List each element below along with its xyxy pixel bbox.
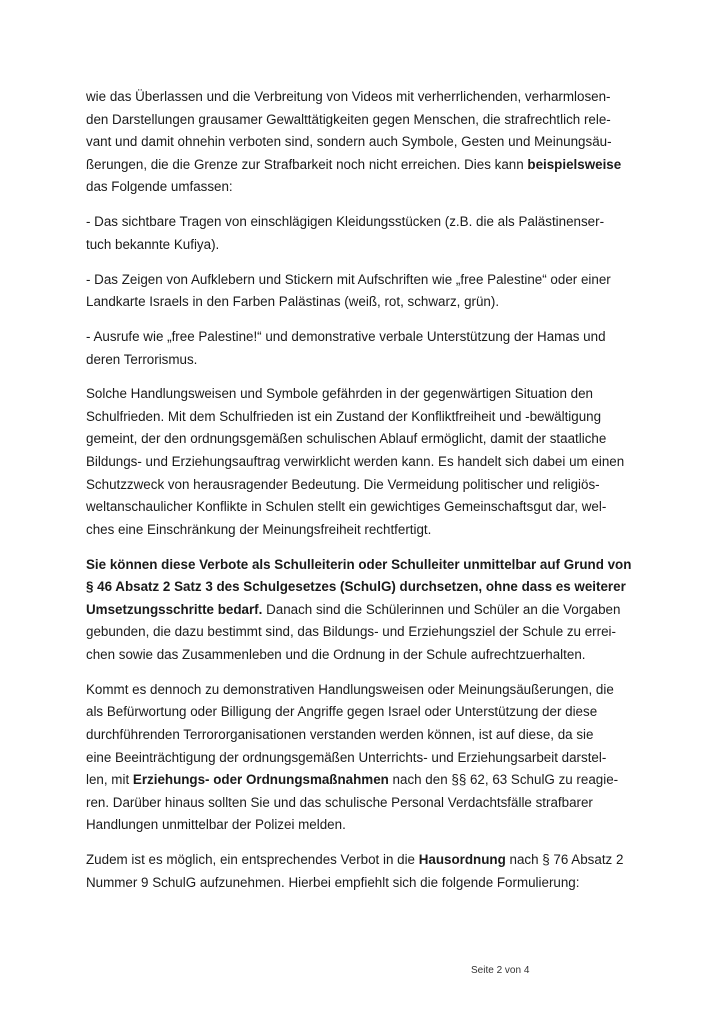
text-line bbox=[86, 724, 642, 747]
text-run: chen sowie das Zusammenleben und die Ordnung in der Schule aufrechtzuerhalten. bbox=[86, 647, 586, 662]
text-run: ches eine Einschränkung der Meinungsfreiheit rechtfertigt. bbox=[86, 521, 432, 537]
text-line bbox=[86, 109, 642, 132]
text-run: Danach sind die Schülerinnen und Schüler an die Vorgaben bbox=[262, 601, 621, 617]
text-line bbox=[86, 474, 642, 497]
text-line bbox=[86, 519, 642, 542]
text-line bbox=[86, 269, 642, 292]
text-run: nach den §§ 62, 63 SchulG zu reagie- bbox=[388, 772, 619, 788]
text-line bbox=[86, 701, 642, 724]
text-line bbox=[86, 176, 642, 199]
text-line bbox=[86, 621, 642, 644]
text-run: Bildungs- und Erziehungsauftrag verwirklicht werden kann. Es handelt sich dabei um einen bbox=[86, 454, 625, 470]
text-run: durchführenden Terrororganisationen verstanden werden können, ist auf diese, da sie bbox=[86, 726, 594, 742]
text-run: - Das sichtbare Tragen von einschlägigen Kleidungsstücken (z.B. die als Palästinenser- bbox=[86, 214, 605, 230]
text-run: weltanschaulicher Konflikte in Schulen stellt ein gewichtiges Gemeinschaftsgut dar, wel- bbox=[86, 499, 607, 515]
text-line bbox=[86, 383, 642, 406]
text-line bbox=[86, 872, 642, 895]
text-line bbox=[86, 849, 642, 872]
text-line bbox=[86, 349, 642, 372]
paragraph bbox=[86, 269, 642, 314]
text-run: nach § 76 Absatz 2 bbox=[505, 852, 624, 868]
text-run: - Ausrufe wie „free Palestine!“ und demonstrative verbale Unterstützung der Hamas und bbox=[86, 328, 606, 344]
paragraph bbox=[86, 554, 642, 667]
bold-text-run: beispielsweise bbox=[527, 156, 622, 172]
text-run: vant und damit ohnehin verboten sind, sondern auch Symbole, Gesten und Meinungsäu- bbox=[86, 134, 612, 150]
text-run: Schulfrieden. Mit dem Schulfrieden ist ein Zustand der Konfliktfreiheit und -bewältigung bbox=[86, 408, 602, 424]
body-text bbox=[86, 86, 642, 907]
text-line bbox=[86, 814, 642, 837]
text-line bbox=[86, 131, 642, 154]
text-line bbox=[86, 747, 642, 770]
text-run: Schutzzweck von herausragender Bedeutung. Die Vermeidung politischer und religiös- bbox=[86, 476, 600, 492]
paragraph bbox=[86, 679, 642, 837]
paragraph bbox=[86, 849, 642, 894]
paragraph bbox=[86, 211, 642, 256]
text-run: Kommt es dennoch zu demonstrativen Handlungsweisen oder Meinungsäußerungen, die bbox=[86, 681, 614, 697]
paragraph bbox=[86, 86, 642, 199]
text-line bbox=[86, 644, 642, 667]
text-run: ren. Darüber hinaus sollten Sie und das schulische Personal Verdachtsfälle strafbarer bbox=[86, 794, 593, 810]
bold-text-run: Umsetzungsschritte bedarf. bbox=[86, 601, 263, 617]
text-line bbox=[86, 554, 642, 577]
text-run: gemeint, der den ordnungsgemäßen schulischen Ablauf ermöglicht, damit der staatliche bbox=[86, 431, 607, 447]
text-run: als Befürwortung oder Billigung der Angriffe gegen Israel oder Unterstützung der diese bbox=[86, 704, 598, 720]
page-number: Seite 2 von 4 bbox=[471, 965, 530, 976]
text-line bbox=[86, 326, 642, 349]
text-run: eine Beeinträchtigung der ordnungsgemäßen Unterrichts- und Erziehungsarbeit darstel- bbox=[86, 749, 607, 765]
text-run: tuch bekannte Kufiya). bbox=[86, 236, 220, 252]
text-run: Solche Handlungsweisen und Symbole gefährden in der gegenwärtigen Situation den bbox=[86, 386, 593, 402]
text-line bbox=[86, 154, 642, 177]
text-line bbox=[86, 211, 642, 234]
text-line bbox=[86, 679, 642, 702]
text-run: Zudem ist es möglich, ein entsprechendes Verbot in die bbox=[86, 852, 419, 868]
bold-text-run: Sie können diese Verbote als Schulleiterin oder Schulleiter unmittelbar auf Grund von bbox=[86, 556, 632, 572]
text-run: len, mit bbox=[86, 772, 133, 788]
text-line bbox=[86, 769, 642, 792]
bold-text-run: § 46 Absatz 2 Satz 3 des Schulgesetzes (SchulG) durchsetzen, ohne dass es weiterer bbox=[86, 579, 626, 595]
paragraph bbox=[86, 326, 642, 371]
text-run: ßerungen, die die Grenze zur Strafbarkeit noch nicht erreichen. Dies kann bbox=[86, 156, 528, 172]
text-line bbox=[86, 792, 642, 815]
text-run: das Folgende umfassen: bbox=[86, 179, 233, 195]
text-line bbox=[86, 496, 642, 519]
text-run: Nummer 9 SchulG aufzunehmen. Hierbei empfiehlt sich die folgende Formulierung: bbox=[86, 874, 580, 890]
text-run: - Das Zeigen von Aufklebern und Stickern mit Aufschriften wie „free Palestine“ oder einer bbox=[86, 271, 611, 287]
text-line bbox=[86, 234, 642, 257]
text-run: wie das Überlassen und die Verbreitung von Videos mit verherrlichenden, verharmlosen- bbox=[86, 89, 611, 104]
text-line bbox=[86, 406, 642, 429]
text-line bbox=[86, 576, 642, 599]
text-run: Landkarte Israels in den Farben Palästinas (weiß, rot, schwarz, grün). bbox=[86, 294, 500, 310]
text-run: deren Terrorismus. bbox=[86, 351, 198, 367]
text-line bbox=[86, 291, 642, 314]
text-line bbox=[86, 428, 642, 451]
text-line bbox=[86, 451, 642, 474]
text-run: Handlungen unmittelbar der Polizei melden. bbox=[86, 817, 346, 833]
text-run: den Darstellungen grausamer Gewalttätigkeiten gegen Menschen, die strafrechtlich rele- bbox=[86, 111, 611, 127]
bold-text-run: Erziehungs- oder Ordnungsmaßnahmen bbox=[132, 772, 389, 788]
bold-text-run: Hausordnung bbox=[418, 852, 506, 868]
text-run: gebunden, die dazu bestimmt sind, das Bildungs- und Erziehungsziel der Schule zu errei- bbox=[86, 624, 616, 640]
text-line bbox=[86, 599, 642, 622]
text-line bbox=[86, 86, 642, 109]
paragraph bbox=[86, 383, 642, 541]
